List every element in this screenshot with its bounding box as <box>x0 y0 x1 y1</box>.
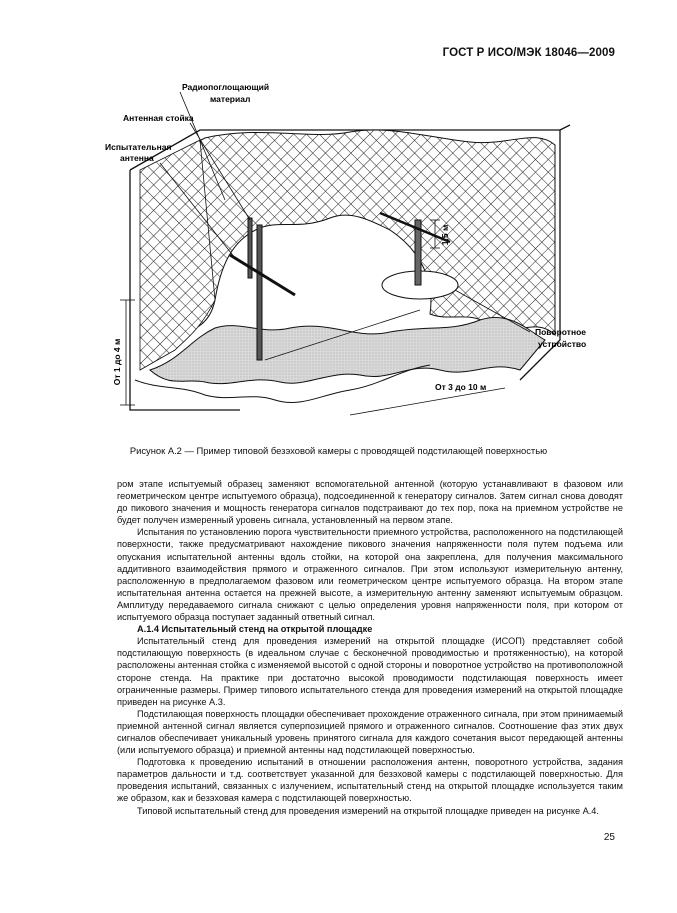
height-dimension-label: 1,5 м <box>440 224 450 246</box>
paragraph: Испытательный стенд для проведения измерений на открытой площадке (ИСОП) представляет собой подстилающую поверхность (в идеальном случае с бесконечной проводимостью и протяженностью), на которой расположены антенная стойка с изменяемой высотой с одной стороны и поворотное устройство на противоположной стороне стенда. На практике при достаточно высокой проводимости подстилающая поверхность имеет ограниченные размеры. Пример типового испытательного стенда для проведения измерений на открытой площадке приведен на рисунке А.3. <box>117 636 623 707</box>
paragraph: Испытания по установлению порога чувствительности приемного устройства, расположенного на подстилающей поверхности, также предусматривают нахождение пикового значения напряженности поля путем подъема или опускания испытательной антенны вдоль стойки, на которой она закреплена, для получения максимального аддитивного взаимодействия прямого и отраженного сигналов. При этом используют измерительную антенну, расположенную в предполагаемом фазовом или геометрическом центре испытуемого образца. На втором этапе испытательная антенна остается на прежней высоте, а измерительную антенну заменяют испытуемым образцом. Амплитуду передаваемого сигнала снижают с целью определения уровня напряженности поля, при котором от испытуемого образца поступает заданный ответный сигнал. <box>117 527 623 623</box>
ground-plane <box>150 317 545 383</box>
label-turntable-2: устройство <box>538 339 587 349</box>
page-number: 25 <box>603 832 615 843</box>
paragraph: Типовой испытательный стенд для проведения измерений на открытой площадке приведен на рисунке А.4. <box>137 805 599 816</box>
figure-caption: Рисунок А.2 — Пример типовой безэховой камеры с проводящей подстилающей поверхностью <box>129 445 548 456</box>
document-header: ГОСТ Р ИСО/МЭК 18046—2009 <box>442 47 615 59</box>
paragraph: Подготовка к проведению испытаний в отношении расположения антенн, поворотного устройства, задания параметров дальности и т.д. соответствует указанной для безэховой камеры с подстилающей поверхностью. Для проведения испытаний, связанных с излучением, испытательный стенд на открытой площадке используется таким же образом, как и безэховая камера с подстилающей поверхностью. <box>117 757 623 804</box>
vertical-dimension <box>120 300 135 405</box>
distance-dimension-label: От 3 до 10 м <box>435 382 487 392</box>
vertical-dimension-label: От 1 до 4 м <box>112 338 122 386</box>
body-text <box>117 478 623 817</box>
label-test-antenna: Испытательная <box>105 142 172 152</box>
section-title: А.1.4 Испытательный стенд на открытой площадке <box>137 624 373 635</box>
label-antenna-mast: Антенная стойка <box>123 113 194 123</box>
label-test-antenna-2: антенна <box>120 153 154 163</box>
anechoic-chamber-figure <box>90 70 600 430</box>
label-turntable: Поворотное <box>535 327 586 337</box>
distance-dimension-line <box>350 388 505 415</box>
paragraph: ром этапе испытуемый образец заменяют вспомогательной антенной (которую устанавливают в фазовом или геометрическом центре испытуемого образца), подсоединенной к генератору сигналов. Затем сигнал снова доводят до пикового значения и мощность генератора сигналов подстраивают до тех пор, пока на приемном устройстве не будет получен измеренный уровень сигнала, установленный на первом этапе. <box>117 479 623 526</box>
label-absorber-2: материал <box>210 94 251 104</box>
label-absorber: Радиопоглощающий <box>182 82 270 92</box>
paragraph: Подстилающая поверхность площадки обеспечивает прохождение отраженного сигнала, при этом принимаемый приемной антенной сигнал является суперпозицией прямого и отраженного сигналов. Соотношение фаз этих двух сигналов обеспечивает уникальный уровень принятого сигнала для каждого сочетания высот передающей антенны (или испытуемого образца) и приемной антенны над подстилающей поверхностью. <box>117 708 623 756</box>
